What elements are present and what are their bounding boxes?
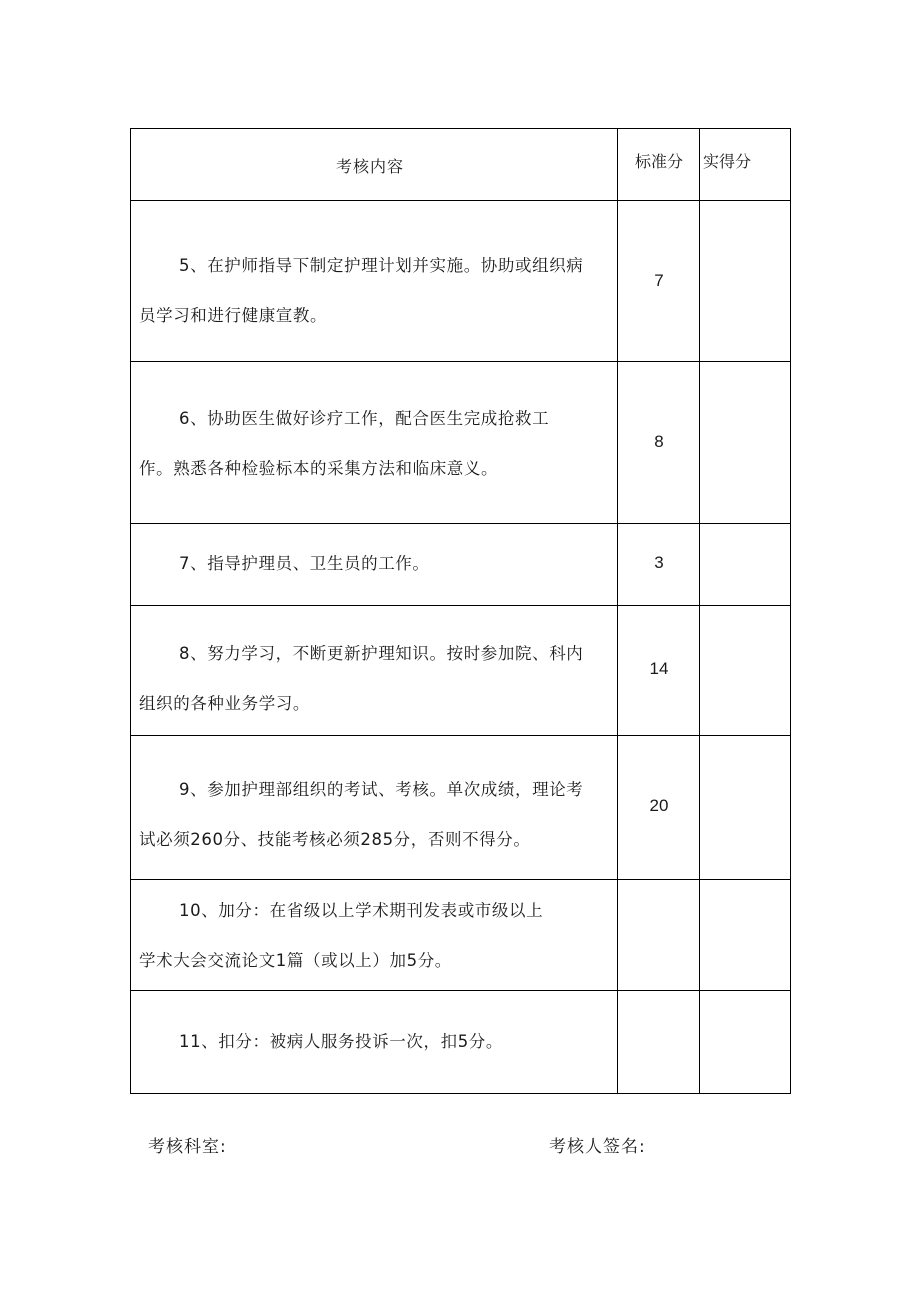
content-cell bbox=[131, 524, 618, 605]
table-row bbox=[131, 880, 790, 991]
content-cell bbox=[131, 991, 618, 1093]
standard-score-cell bbox=[618, 991, 700, 1093]
standard-score: 3 bbox=[654, 553, 664, 572]
content-cell bbox=[131, 201, 618, 361]
standard-score-cell bbox=[618, 201, 700, 361]
table-row bbox=[131, 606, 790, 736]
actual-score-cell[interactable] bbox=[700, 880, 790, 990]
item-line-2: 组织的各种业务学习。 bbox=[139, 694, 310, 713]
table-header-row bbox=[131, 129, 790, 201]
content-cell bbox=[131, 736, 618, 879]
assessor-signature-label: 考核人签名: bbox=[549, 1137, 646, 1157]
table-row bbox=[131, 362, 790, 524]
standard-score-cell bbox=[618, 362, 700, 523]
item-line-1: 7、指导护理员、卫生员的工作。 bbox=[179, 554, 430, 573]
item-line-1: 8、努力学习，不断更新护理知识。按时参加院、科内 bbox=[179, 644, 584, 663]
item-text bbox=[139, 394, 619, 494]
item-line-1: 11、扣分：被病人服务投诉一次，扣5分。 bbox=[179, 1032, 503, 1051]
table-row bbox=[131, 736, 790, 880]
actual-score-cell[interactable] bbox=[700, 606, 790, 735]
header-actual-score: 实得分 bbox=[703, 152, 752, 171]
item-line-2: 员学习和进行健康宣教。 bbox=[139, 306, 328, 325]
table-row bbox=[131, 524, 790, 606]
item-line-2: 学术大会交流论文1篇（或以上）加5分。 bbox=[139, 951, 452, 970]
content-cell bbox=[131, 606, 618, 735]
standard-score-cell bbox=[618, 606, 700, 735]
item-line-1: 10、加分：在省级以上学术期刊发表或市级以上 bbox=[179, 901, 544, 920]
standard-score-cell bbox=[618, 880, 700, 990]
table-row bbox=[131, 991, 790, 1093]
actual-score-cell[interactable] bbox=[700, 201, 790, 361]
department-label: 考核科室: bbox=[148, 1137, 227, 1157]
item-line-1: 5、在护师指导下制定护理计划并实施。协助或组织病 bbox=[179, 256, 584, 275]
item-line-1: 9、参加护理部组织的考试、考核。单次成绩，理论考 bbox=[179, 780, 584, 799]
standard-score: 7 bbox=[654, 271, 664, 290]
actual-score-cell[interactable] bbox=[700, 991, 790, 1093]
item-line-1: 6、协助医生做好诊疗工作，配合医生完成抢救工 bbox=[179, 409, 550, 428]
item-text bbox=[139, 629, 619, 729]
header-content-cell bbox=[131, 129, 618, 200]
item-text bbox=[139, 1017, 619, 1067]
standard-score-cell bbox=[618, 736, 700, 879]
actual-score-cell[interactable] bbox=[700, 524, 790, 605]
item-text bbox=[139, 241, 619, 341]
item-text bbox=[139, 765, 619, 865]
header-actual-cell bbox=[700, 129, 790, 200]
item-text bbox=[139, 539, 619, 589]
standard-score: 20 bbox=[649, 796, 669, 815]
standard-score: 14 bbox=[649, 659, 669, 678]
assessment-table bbox=[130, 128, 791, 1094]
header-content: 考核内容 bbox=[336, 157, 405, 176]
item-text bbox=[139, 886, 619, 986]
header-standard-cell bbox=[618, 129, 700, 200]
standard-score: 8 bbox=[654, 432, 664, 451]
header-standard-score: 标准分 bbox=[635, 152, 684, 171]
standard-score-cell bbox=[618, 524, 700, 605]
table-row bbox=[131, 201, 790, 362]
item-line-2: 作。熟悉各种检验标本的采集方法和临床意义。 bbox=[139, 459, 499, 478]
actual-score-cell[interactable] bbox=[700, 362, 790, 523]
item-line-2: 试必须260分、技能考核必须285分，否则不得分。 bbox=[139, 830, 531, 849]
content-cell bbox=[131, 362, 618, 523]
content-cell bbox=[131, 880, 618, 990]
actual-score-cell[interactable] bbox=[700, 736, 790, 879]
